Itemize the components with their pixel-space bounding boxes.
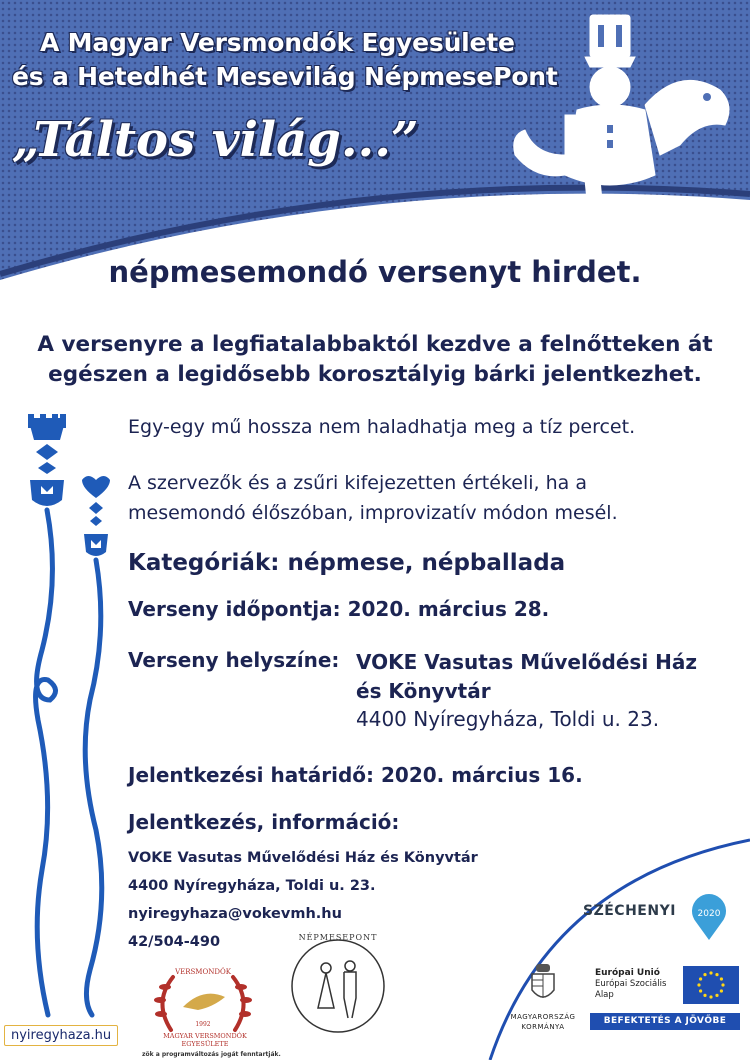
szechenyi-2020-pin (688, 892, 730, 942)
versmondok-year: 1992 (195, 1021, 211, 1028)
government-logo-text (508, 1012, 578, 1032)
nepmesepont-logo (288, 928, 388, 1038)
evaluation-rule (128, 468, 618, 528)
contact-name: VOKE Vasutas Művelődési Ház és Könyvtár (128, 850, 478, 866)
announcement-subtitle: népmesemondó versenyt hirdet. (108, 255, 642, 289)
organizer-line-2: és a Hetedhét Mesevilág NépmesePont (12, 62, 558, 91)
venue-name: VOKE Vasutas Művelődési Ház és Könyvtár (356, 650, 698, 703)
investment-banner: BEFEKTETÉS A JÖVŐBE (590, 1013, 740, 1030)
length-rule: Egy-egy mű hossza nem haladhatja meg a tíz percet. (128, 416, 636, 438)
venue-address: 4400 Nyíregyháza, Toldi u. 23. (356, 707, 660, 731)
organizer-line-1: A Magyar Versmondók Egyesülete (40, 28, 515, 57)
eu-line-1: Európai Unió (595, 968, 660, 978)
hungary-coat-of-arms-icon (528, 962, 558, 1006)
contact-email[interactable]: nyiregyhaza@vokevmh.hu (128, 906, 342, 922)
versmondok-name-2: EGYESÜLETE (181, 1040, 229, 1048)
competition-date: Verseny időpontja: 2020. március 28. (128, 597, 550, 621)
registration-deadline: Jelentkezési határidő: 2020. március 16. (128, 763, 583, 787)
contact-heading: Jelentkezés, információ: (128, 810, 400, 834)
versmondok-arc-text: VERSMONDÓK (175, 968, 231, 976)
evaluation-line-1: A szervezők és a zsűri kifejezetten értékeli, ha a (128, 472, 587, 494)
event-title: „Táltos világ...” (12, 112, 419, 168)
eu-line-2: Európai Szociális (595, 979, 667, 989)
eu-flag-icon (683, 966, 739, 1004)
fine-print: zök a programváltozás jogát fenntartják. (142, 1051, 281, 1058)
eu-line-3: Alap (595, 990, 614, 1000)
government-line-1: MAGYARORSZÁG (510, 1013, 576, 1021)
nepmesepont-text: NÉPMESEPONT (298, 933, 378, 942)
folk-flower-ornament (0, 400, 130, 1020)
contact-phone[interactable]: 42/504-490 (128, 934, 221, 950)
versmondok-name-1: MAGYAR VERSMONDÓK (163, 1032, 247, 1040)
nyiregyhaza-watermark[interactable]: nyiregyhaza.hu (4, 1025, 118, 1046)
versmondok-logo-text (140, 1032, 270, 1048)
hussar-horse-illustration (495, 5, 745, 240)
government-line-2: KORMÁNYA (521, 1023, 565, 1031)
venue-label: Verseny helyszíne: (128, 648, 340, 672)
evaluation-line-2: mesemondó élőszóban, improvizatív módon mesél. (128, 502, 618, 524)
eligibility-line-2: egészen a legidősebb korosztályig bárki jelentkezhet. (48, 362, 702, 387)
szechenyi-logo-text: SZÉCHENYI (583, 903, 676, 919)
contact-address: 4400 Nyíregyháza, Toldi u. 23. (128, 878, 376, 894)
categories: Kategóriák: népmese, népballada (128, 550, 566, 576)
eligibility-line-1: A versenyre a legfiatalabbaktól kezdve a felnőtteken át (37, 332, 713, 357)
eligibility-text (0, 330, 750, 390)
szechenyi-year: 2020 (697, 909, 721, 919)
eu-fund-text (595, 968, 666, 1001)
